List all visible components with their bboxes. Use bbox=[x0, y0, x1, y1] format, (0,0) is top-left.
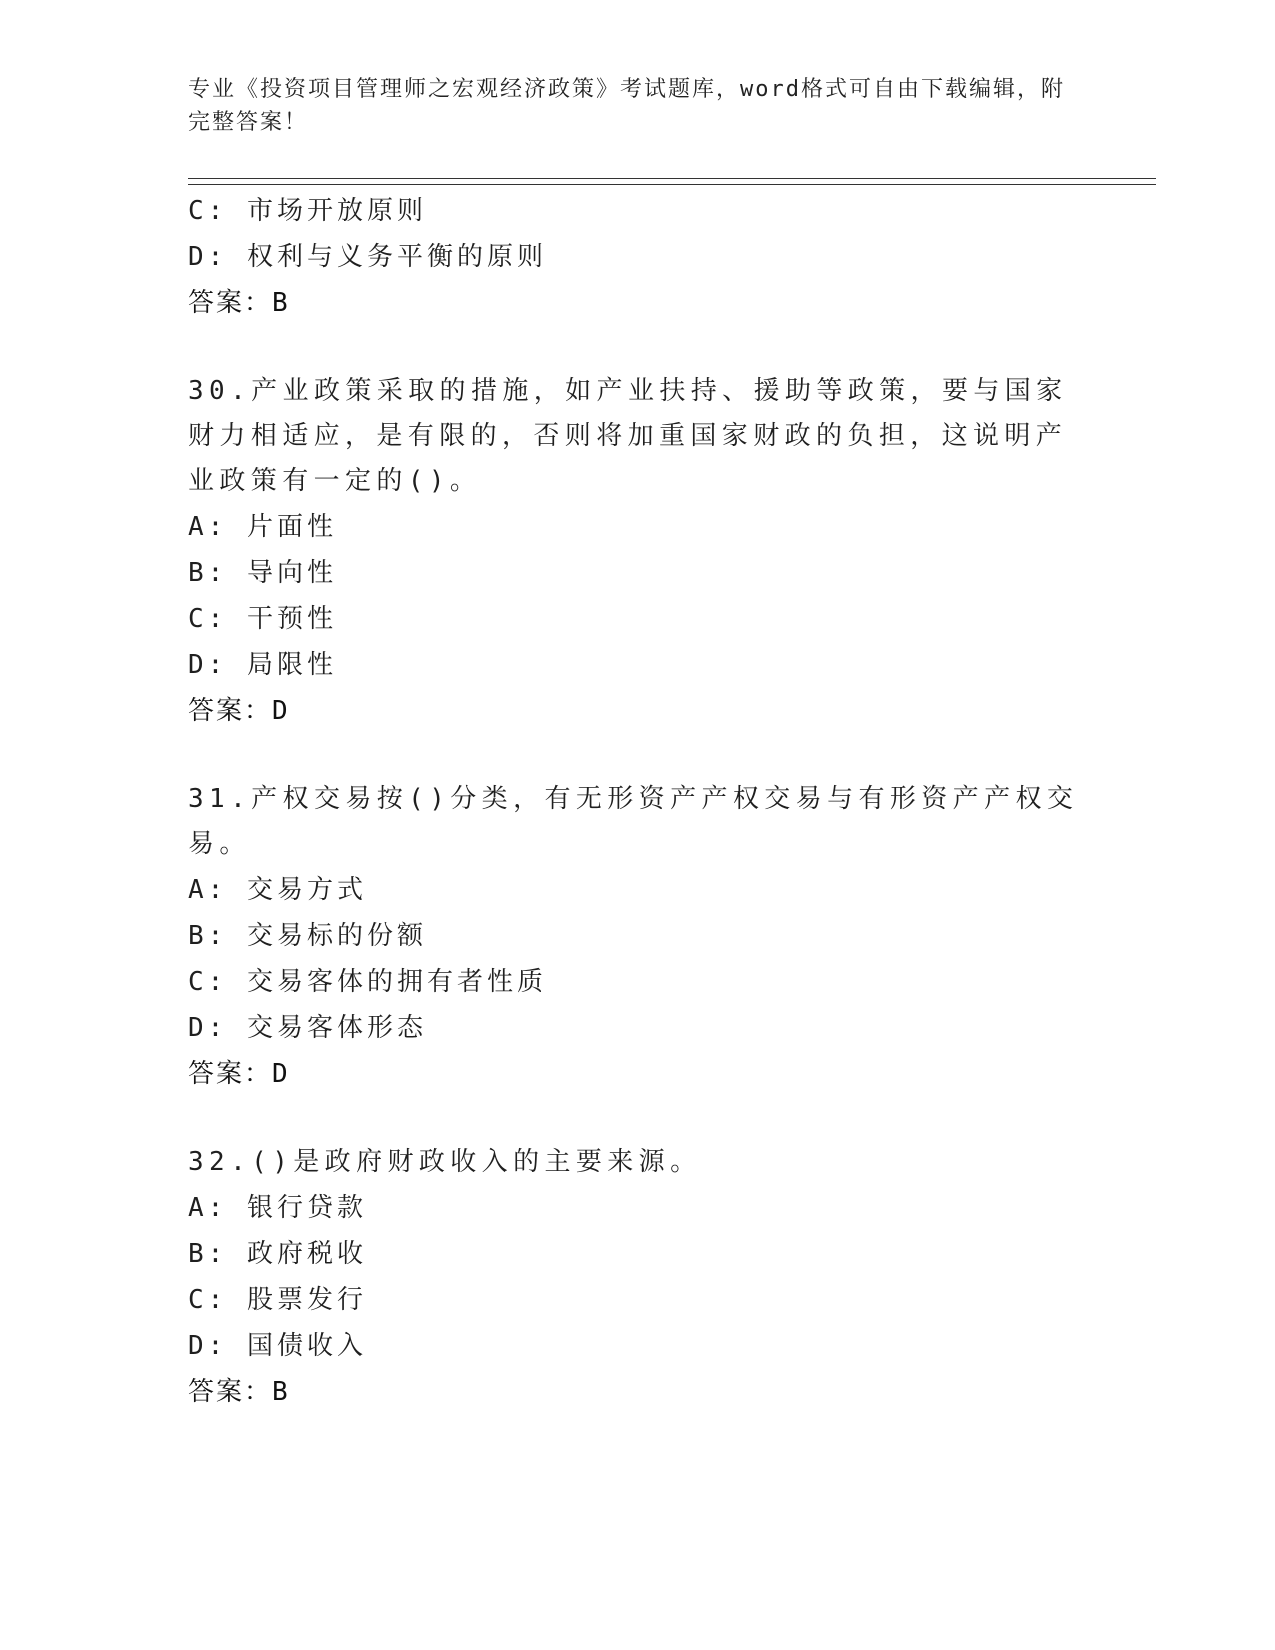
question-30 bbox=[188, 369, 1088, 734]
option-d: D: 局限性 bbox=[188, 650, 337, 680]
option-c: C: 市场开放原则 bbox=[188, 196, 427, 226]
option-c: C: 交易客体的拥有者性质 bbox=[188, 967, 547, 997]
option-b: B: 交易标的份额 bbox=[188, 921, 427, 951]
answer-line: 答案：B bbox=[188, 1377, 290, 1407]
question-31 bbox=[188, 777, 1088, 1097]
question-stem: 30.产业政策采取的措施，如产业扶持、援助等政策，要与国家财力相适应，是有限的，否则将加重国家财政的负担，这说明产业政策有一定的()。 bbox=[188, 376, 1068, 496]
answer-line: 答案：D bbox=[188, 696, 290, 726]
question-list bbox=[188, 188, 1088, 1415]
option-a: A: 片面性 bbox=[188, 512, 337, 542]
question-32 bbox=[188, 1140, 1088, 1415]
option-c: C: 干预性 bbox=[188, 604, 337, 634]
option-a: A: 交易方式 bbox=[188, 875, 367, 905]
option-d: D: 交易客体形态 bbox=[188, 1013, 427, 1043]
page-header: 专业《投资项目管理师之宏观经济政策》考试题库，word格式可自由下载编辑，附完整答案！ bbox=[188, 77, 1065, 135]
answer-line: 答案：D bbox=[188, 1059, 290, 1089]
option-d: D: 国债收入 bbox=[188, 1331, 367, 1361]
question-stem: 31.产权交易按()分类，有无形资产产权交易与有形资产产权交易。 bbox=[188, 784, 1079, 859]
answer-line: 答案：B bbox=[188, 288, 290, 318]
option-c: C: 股票发行 bbox=[188, 1285, 367, 1315]
option-d: D: 权利与义务平衡的原则 bbox=[188, 242, 547, 272]
option-b: B: 导向性 bbox=[188, 558, 337, 588]
option-a: A: 银行贷款 bbox=[188, 1193, 367, 1223]
question-stem: 32.()是政府财政收入的主要来源。 bbox=[188, 1147, 702, 1177]
prev-question-tail bbox=[188, 188, 1088, 326]
header-divider bbox=[188, 178, 1156, 185]
option-b: B: 政府税收 bbox=[188, 1239, 367, 1269]
